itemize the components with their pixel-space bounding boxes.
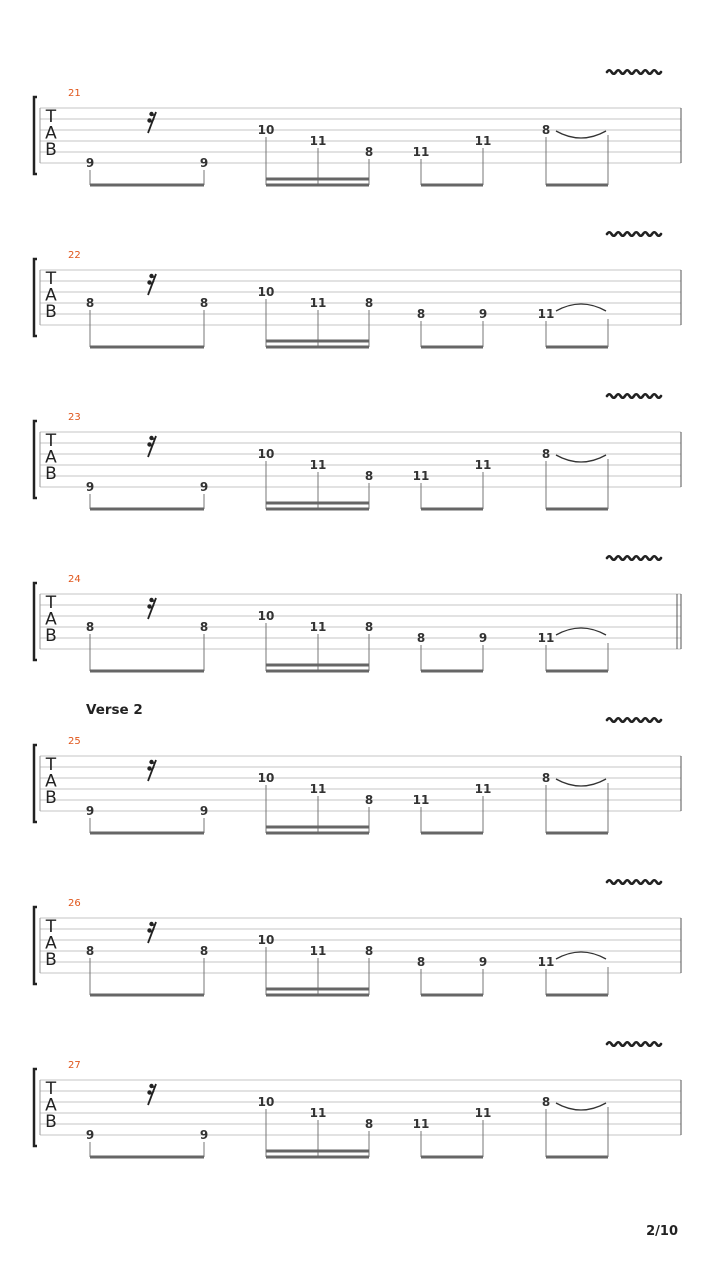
fret-number: 11	[474, 134, 492, 148]
vibrato-icon	[607, 232, 661, 236]
tab-clef-letter: T	[45, 1079, 57, 1099]
fret-number: 11	[412, 145, 430, 159]
tab-clef-letter: B	[45, 302, 57, 322]
tie-arc	[556, 952, 606, 959]
measure-number: 22	[68, 250, 81, 261]
tab-clef-letter: A	[45, 123, 57, 144]
fret-number: 10	[257, 771, 275, 785]
fret-number: 8	[541, 771, 551, 785]
staff-bracket	[34, 1069, 37, 1146]
tab-clef-letter: A	[45, 447, 57, 468]
fret-number: 8	[541, 1095, 551, 1109]
fret-number: 10	[257, 933, 275, 947]
tab-clef-letter: T	[45, 593, 57, 613]
fret-number: 11	[309, 296, 327, 310]
tab-clef-letter: B	[45, 1112, 57, 1132]
section-label: Verse 2	[86, 702, 143, 718]
vibrato-icon	[607, 718, 661, 722]
fret-number: 8	[541, 447, 551, 461]
tie-arc	[556, 131, 606, 138]
tab-clef-letter: B	[45, 788, 57, 808]
fret-number: 8	[541, 123, 551, 137]
fret-number: 10	[257, 285, 275, 299]
fret-number: 11	[537, 631, 555, 645]
fret-number: 10	[257, 609, 275, 623]
tab-system-22	[34, 232, 681, 347]
fret-number: 8	[364, 944, 374, 958]
fret-number: 8	[364, 1117, 374, 1131]
tab-system-23	[34, 394, 681, 509]
fret-number: 11	[309, 134, 327, 148]
vibrato-icon	[607, 70, 661, 74]
fret-number: 9	[478, 631, 488, 645]
staff-bracket	[34, 745, 37, 822]
fret-number: 11	[309, 944, 327, 958]
measure-number: 27	[68, 1060, 81, 1071]
fret-number: 11	[309, 620, 327, 634]
staff-bracket	[34, 907, 37, 984]
tie-arc	[556, 779, 606, 786]
fret-number: 8	[85, 944, 95, 958]
tab-clef-letter: B	[45, 626, 57, 646]
tie-arc	[556, 1103, 606, 1110]
tab-clef-letter: A	[45, 609, 57, 630]
measure-number: 25	[68, 736, 81, 747]
fret-number: 10	[257, 1095, 275, 1109]
staff-bracket	[34, 583, 37, 660]
fret-number: 11	[474, 1106, 492, 1120]
tab-clef-letter: A	[45, 1095, 57, 1116]
fret-number: 9	[85, 1128, 95, 1142]
staff-bracket	[34, 259, 37, 336]
fret-number: 8	[199, 296, 209, 310]
fret-number: 8	[364, 145, 374, 159]
page-number: 2/10	[646, 1224, 678, 1239]
tab-system-25	[34, 702, 681, 833]
tab-clef-letter: T	[45, 269, 57, 289]
fret-number: 9	[199, 480, 209, 494]
fret-number: 11	[309, 1106, 327, 1120]
fret-number: 11	[412, 469, 430, 483]
vibrato-icon	[607, 394, 661, 398]
fret-number: 8	[85, 620, 95, 634]
fret-number: 9	[199, 156, 209, 170]
fret-number: 11	[537, 307, 555, 321]
fret-number: 8	[416, 955, 426, 969]
fret-number: 8	[199, 944, 209, 958]
fret-number: 9	[85, 156, 95, 170]
tie-arc	[556, 455, 606, 462]
tab-system-26	[34, 880, 681, 995]
tab-system-21	[34, 70, 681, 185]
vibrato-icon	[607, 1042, 661, 1046]
fret-number: 8	[416, 307, 426, 321]
fret-number: 9	[478, 955, 488, 969]
measure-number: 26	[68, 898, 81, 909]
tab-system-24	[34, 556, 681, 671]
tab-clef-letter: B	[45, 950, 57, 970]
measure-number: 24	[68, 574, 81, 585]
fret-number: 8	[199, 620, 209, 634]
tab-clef-letter: T	[45, 431, 57, 451]
measure-number: 23	[68, 412, 81, 423]
vibrato-icon	[607, 556, 661, 560]
fret-number: 11	[474, 782, 492, 796]
staff-bracket	[34, 97, 37, 174]
fret-number: 9	[478, 307, 488, 321]
fret-number: 11	[474, 458, 492, 472]
fret-number: 8	[85, 296, 95, 310]
fret-number: 9	[199, 804, 209, 818]
fret-number: 10	[257, 447, 275, 461]
tab-clef-letter: T	[45, 917, 57, 937]
tab-clef-letter: T	[45, 107, 57, 127]
fret-number: 11	[309, 458, 327, 472]
fret-number: 10	[257, 123, 275, 137]
fret-number: 9	[199, 1128, 209, 1142]
fret-number: 8	[416, 631, 426, 645]
fret-number: 8	[364, 620, 374, 634]
tie-arc	[556, 628, 606, 635]
tab-clef-letter: B	[45, 140, 57, 160]
fret-number: 8	[364, 296, 374, 310]
tie-arc	[556, 304, 606, 311]
fret-number: 11	[412, 793, 430, 807]
tab-clef-letter: T	[45, 755, 57, 775]
vibrato-icon	[607, 880, 661, 884]
tab-clef-letter: A	[45, 933, 57, 954]
tab-clef-letter: A	[45, 771, 57, 792]
measure-number: 21	[68, 88, 81, 99]
fret-number: 11	[537, 955, 555, 969]
tab-clef-letter: B	[45, 464, 57, 484]
tab-system-27	[34, 1042, 681, 1157]
fret-number: 8	[364, 469, 374, 483]
staff-bracket	[34, 421, 37, 498]
fret-number: 9	[85, 804, 95, 818]
tab-clef-letter: A	[45, 285, 57, 306]
fret-number: 11	[412, 1117, 430, 1131]
fret-number: 11	[309, 782, 327, 796]
fret-number: 9	[85, 480, 95, 494]
fret-number: 8	[364, 793, 374, 807]
